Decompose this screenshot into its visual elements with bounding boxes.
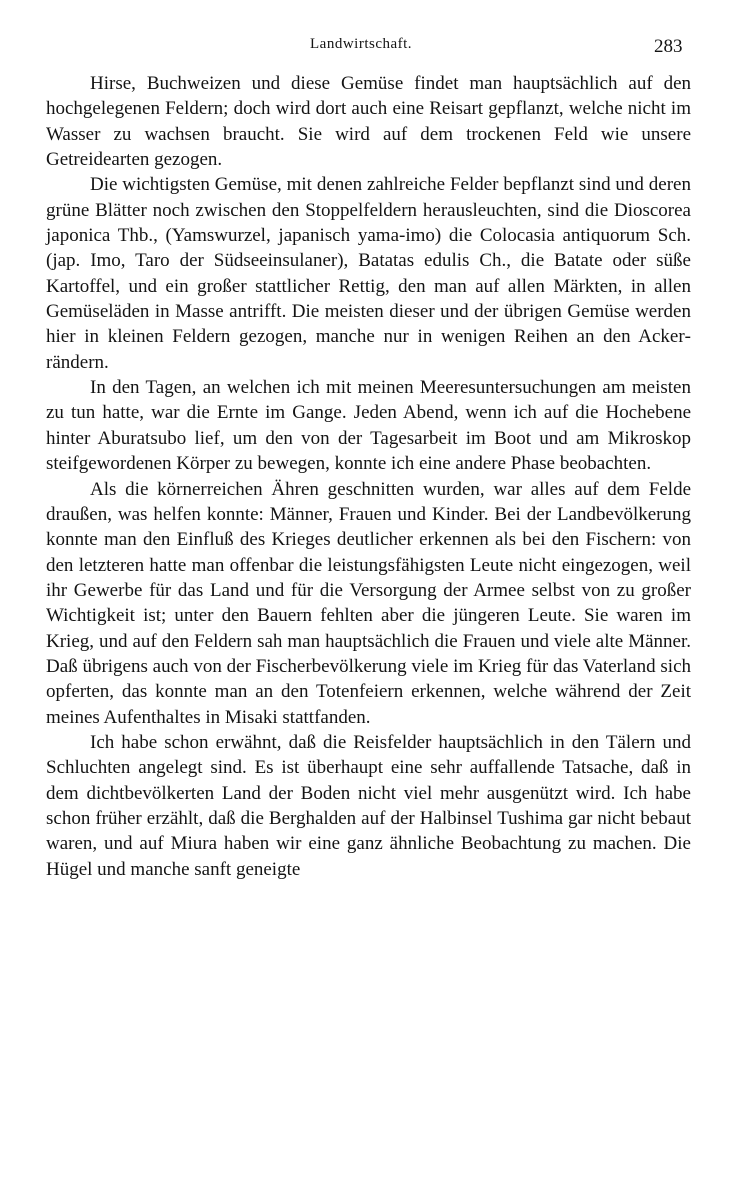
paragraph-5: Ich habe schon erwähnt, daß die Reisfelder hauptsächlich in den Tälern und Schluchten angelegt sind. Es ist überhaupt eine sehr auffallende Tatsache, daß in dem dichtbevölkerten Land der Boden nicht viel mehr ausgenützt wird. Ich habe schon früher erzählt, daß die Berghalden auf der Halbinsel Tushima gar nicht bebaut waren, und auf Miura haben wir eine ganz ähnliche Beobachtung zu machen. Die Hügel und manche sanft geneigte bbox=[46, 731, 691, 880]
page-number: 283 bbox=[654, 36, 683, 57]
paragraph-3: In den Tagen, an welchen ich mit meinen Meeresuntersuchungen am meisten zu tun hatte, war die Ernte im Gange. Jeden Abend, wenn ich auf die Hochebene hinter Aburatsubo lief, um den von der Tagesarbeit im Boot und am Mikroskop steifgewordenen Körper zu bewegen, konnte ich eine andere Phase beobachten. bbox=[46, 377, 691, 475]
running-header bbox=[0, 34, 729, 56]
running-title: Landwirtschaft. bbox=[310, 36, 413, 52]
body-text bbox=[46, 71, 691, 882]
paragraph-2: Die wichtigsten Gemüse, mit denen zahlreiche Felder bepflanzt sind und deren grüne Blätter noch zwischen den Stoppelfeldern herausleuchten, sind die Dioscorea japonica Thb., (Yamswurzel, japanisch yama-imo) die Colocasia antiquorum Sch. (jap. Imo, Taro der Südseeinsulaner), Batatas edulis Ch., die Batate oder süße Kartoffel, und ein großer stattlicher Rettig, den man auf allen Märkten, in allen Gemüseläden in Masse antrifft. Die meisten dieser und der übrigen Gemüse werden hier in kleinen Feldern gezogen, manche nur in wenigen Reihen an den Ackerrändern. bbox=[46, 174, 691, 373]
paragraph-1: Hirse, Buchweizen und diese Gemüse findet man hauptsächlich auf den hochgelegenen Feldern; doch wird dort auch eine Reisart gepflanzt, welche nicht im Wasser zu wachsen braucht. Sie wird auf dem trockenen Feld wie unsere Getreidearten gezogen. bbox=[46, 73, 691, 171]
paragraph-4: Als die körnerreichen Ähren geschnitten wurden, war alles auf dem Felde draußen, was helfen konnte: Männer, Frauen und Kinder. Bei der Landbevölkerung konnte man den Einfluß des Krieges deutlicher erkennen als bei den Fischern: von den letzteren hatte man offenbar die leistungsfähigsten Leute nicht eingezogen, weil ihr Gewerbe für das Land und für die Versorgung der Armee selbst von zu großer Wichtigkeit ist; unter den Bauern fehlten aber die jüngeren Leute. Sie waren im Krieg, und auf den Feldern sah man hauptsächlich die Frauen und viele alte Männer. Daß übrigens auch von der Fischerbevölkerung viele im Krieg für das Vaterland sich opferten, das konnte man an den Totenfeiern erkennen, welche während der Zeit meines Aufenthaltes in Misaki stattfanden. bbox=[46, 478, 691, 728]
